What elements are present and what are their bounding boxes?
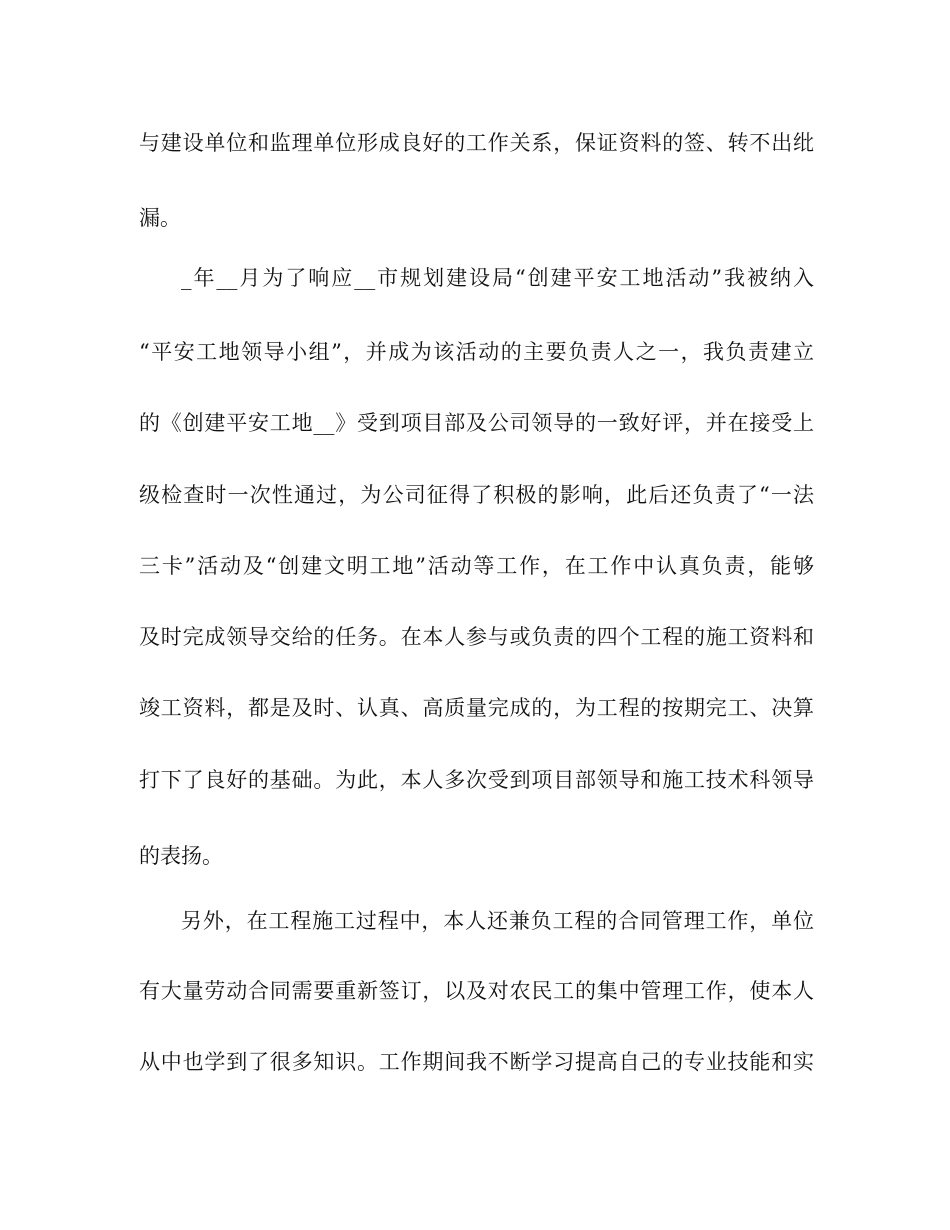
paragraph-line: 从中也学到了很多知识。工作期间我不断学习提高自己的专业技能和实	[139, 1050, 814, 1074]
paragraph-line: 三卡”活动及“创建文明工地”活动等工作，在工作中认真负责，能够	[139, 554, 814, 578]
paragraph-line: 的表扬。	[139, 844, 223, 868]
paragraph-line: _年__月为了响应__市规划建设局“创建平安工地活动”我被纳入	[181, 266, 814, 290]
paragraph-line: 级检查时一次性通过，为公司征得了积极的影响，此后还负责了“一法	[139, 483, 814, 507]
paragraph-line: 竣工资料，都是及时、认真、高质量完成的，为工程的按期完工、决算	[139, 696, 814, 720]
paragraph-line: 打下了良好的基础。为此，本人多次受到项目部领导和施工技术科领导	[139, 768, 814, 792]
paragraph-line: “平安工地领导小组”，并成为该活动的主要负责人之一，我负责建立	[139, 340, 814, 364]
paragraph-line: 的《创建平安工地__》受到项目部及公司领导的一致好评，并在接受上	[139, 411, 814, 435]
paragraph-line: 漏。	[139, 206, 181, 230]
paragraph-line: 另外，在工程施工过程中，本人还兼负工程的合同管理工作，单位	[181, 909, 814, 933]
paragraph-line: 及时完成领导交给的任务。在本人参与或负责的四个工程的施工资料和	[139, 625, 814, 649]
paragraph-line: 有大量劳动合同需要重新签订，以及对农民工的集中管理工作，使本人	[139, 979, 814, 1003]
paragraph-line: 与建设单位和监理单位形成良好的工作关系，保证资料的签、转不出纰	[139, 131, 814, 155]
